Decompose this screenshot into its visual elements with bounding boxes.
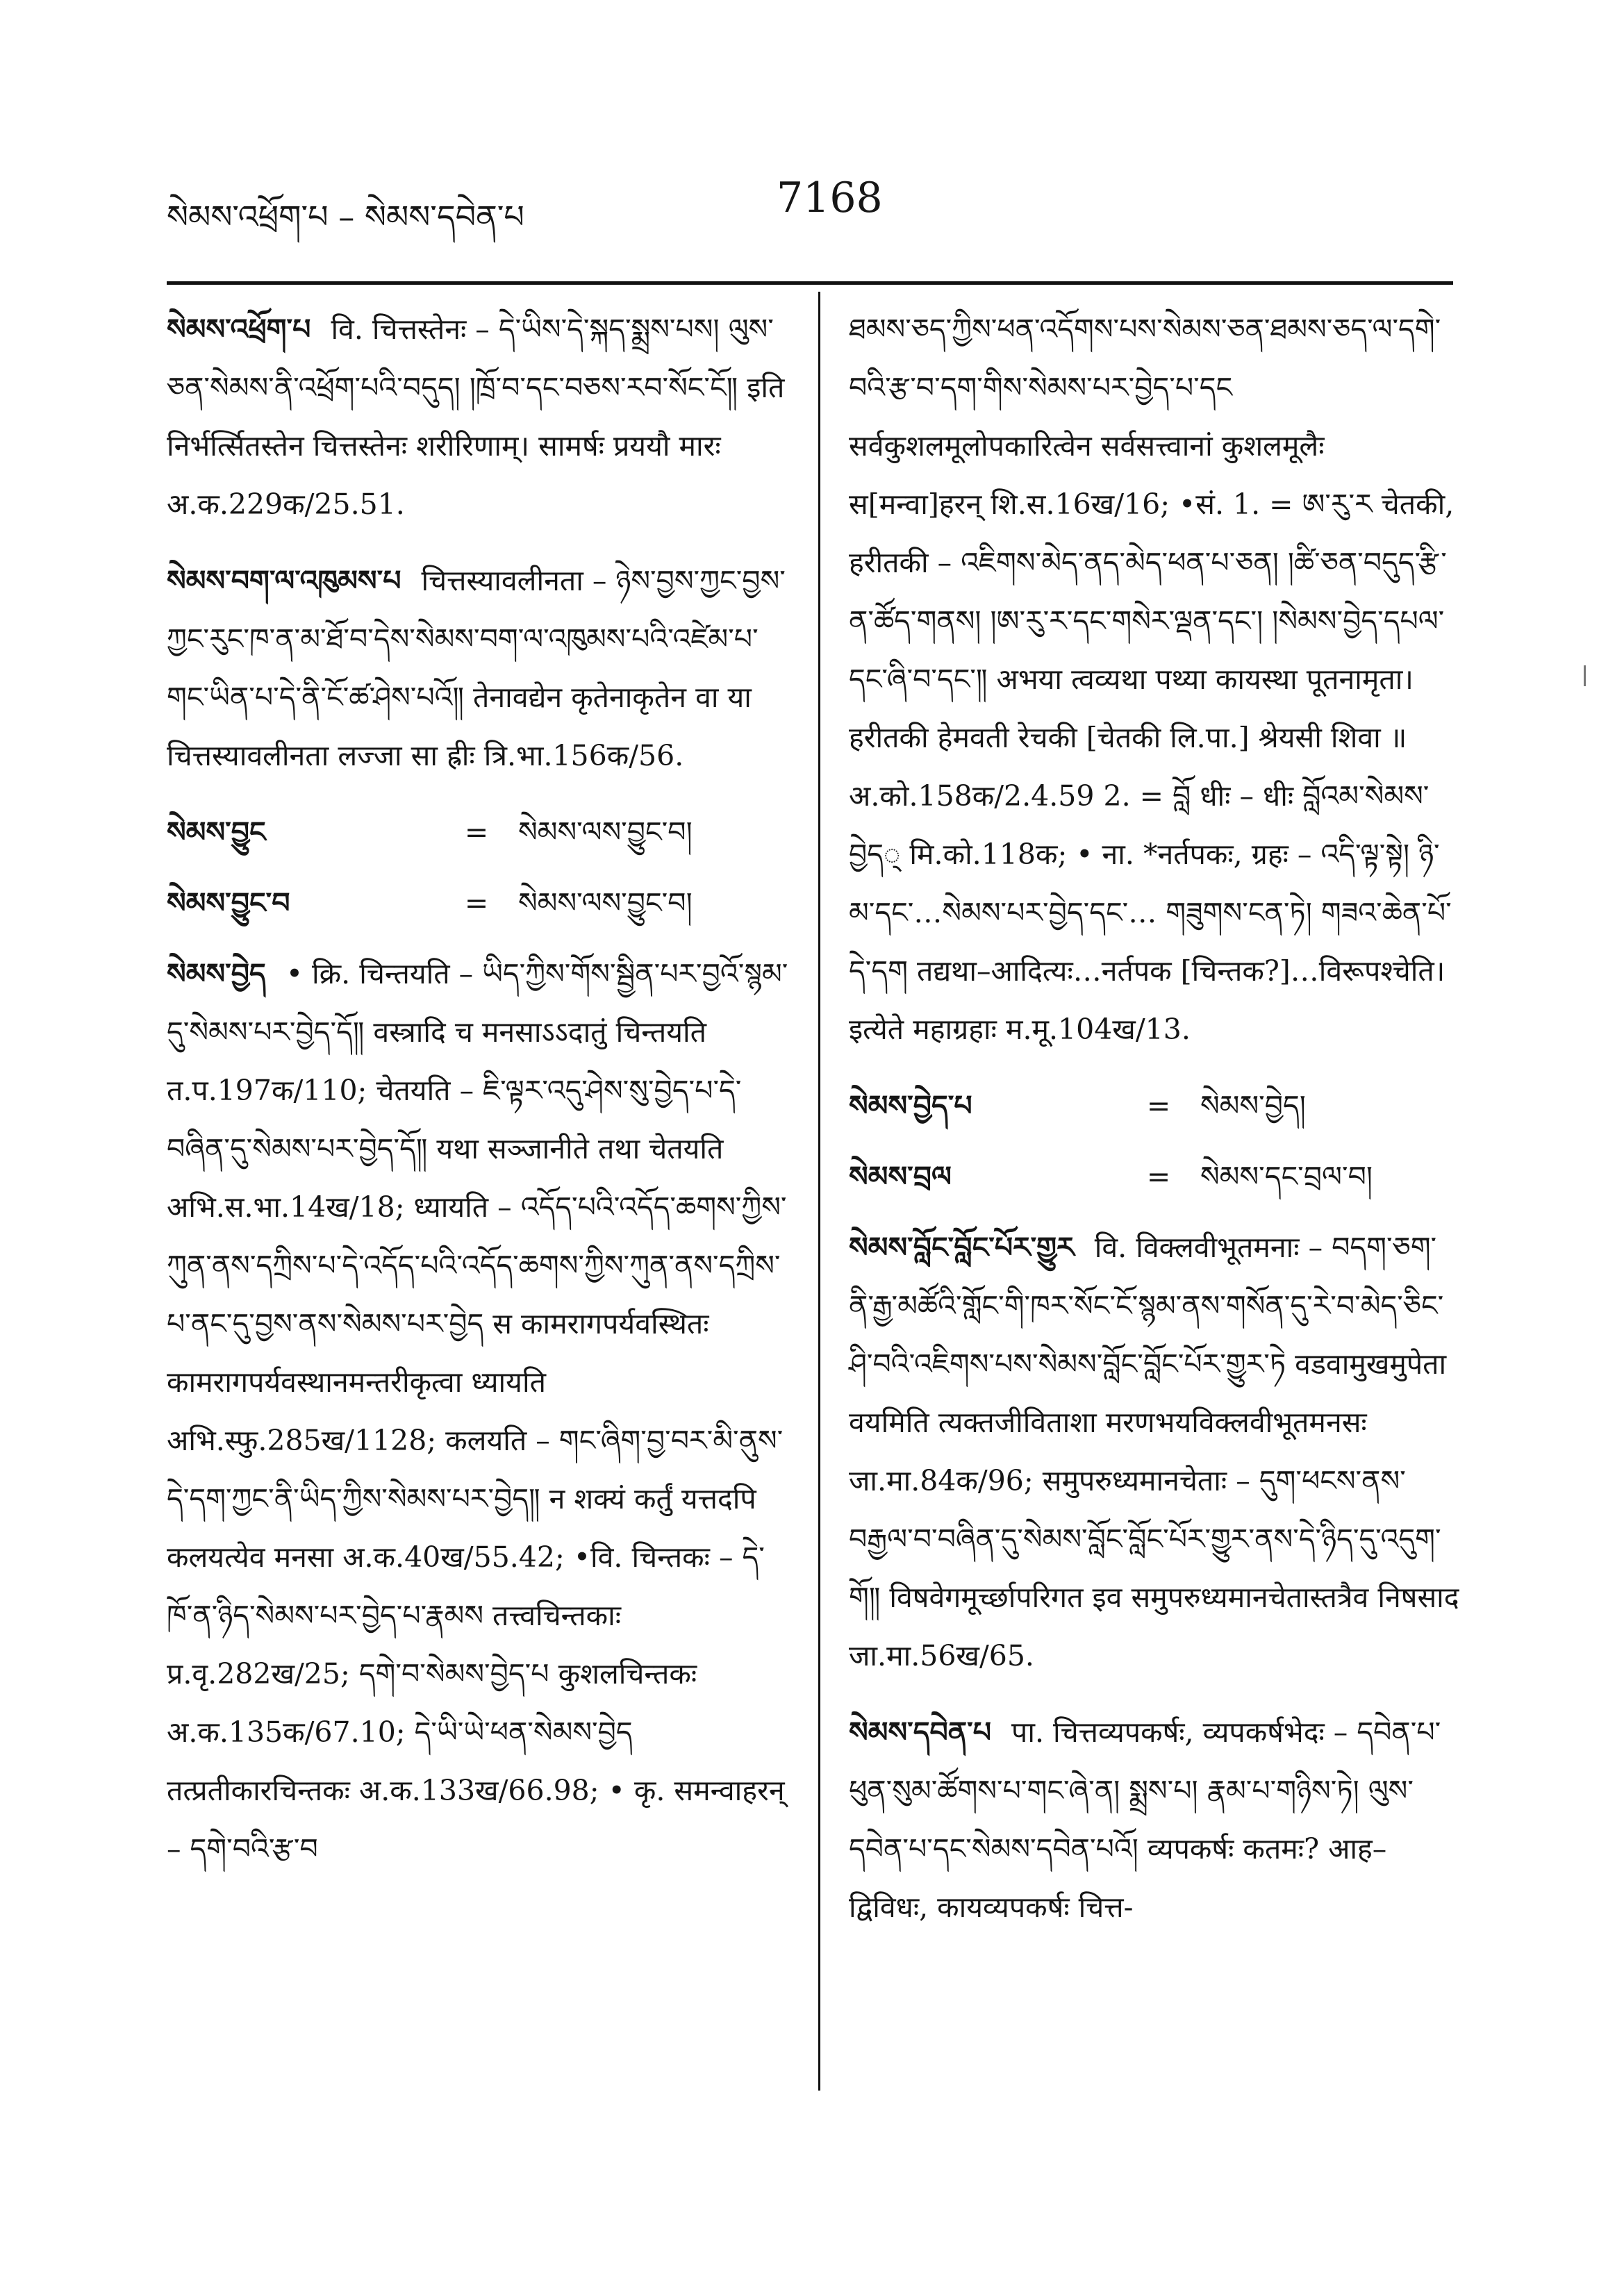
dictionary-entry [849,1218,1460,1685]
cross-reference-entry [167,803,788,861]
entry-body: वि. चित्तस्तेनः – དེ་ཡིས་དེ་སྐད་སྨྲས་པས། ལུས་ཅན་སེམས་ནི་འཕྲོག་པའི་བདུད། །ཁྲོ་བ་དང་བཅས་རབ་སོང་ངོ༎ इति निर्भर्त्सितस्तेन चित्तस्तेनः शरीरिणाम्। सामर्षः प्रययौ मारः अ.क.229क/25.51. [167,313,785,521]
dictionary-entry [167,300,788,533]
header-rule [167,281,1453,285]
left-column [167,300,788,1896]
running-head: སེམས་འཕྲོག་པ – སེམས་དབེན་པ [167,198,524,235]
dictionary-entry-continuation [849,300,1460,1058]
entry-body: ཐམས་ཅད་ཀྱིས་ཕན་འདོགས་པས་སེམས་ཅན་ཐམས་ཅད་ལ་དགེ་བའི་རྩ་བ་དག་གིས་སེམས་པར་བྱེད་པ་དང सर्वकुशलमूलोपकारित्वेन सर्वसत्त्वानां कुशलमूलैः स[मन्वा]हरन् शि.स.16ख/16; •सं. 1. = ཨ་རུ་ར चेतकी, हरीतकी – འཇིགས་མེད་ནད་མེད་ཕན་པ་ཅན། །ཚི་ཅན་བདུད་རྩི་ན་ཚོད་གནས། །ཨ་རུ་ར་དང་གསེར་ལྡན་དང་། །སེམས་བྱེད་དཔལ་དང་ཞི་བ་དང་༎ अभया त्वव्यथा पथ्या कायस्था पूतनामृता। हरीतकी हेमवती रेचकी [चेतकी लि.पा.] श्रेयसी शिवा ॥ अ.को.158क/2.4.59 2. = བློ धीः – धीः བློའམ་སེམས་བྱེད् मि.को.118क; • ना. *नर्तपकः, ग्रहः – འདི་ལྟ་སྟེ། ཉི་མ་དང་…སེམས་པར་བྱེད་དང་… གཟུགས་ངན་ཏེ། གཟའ་ཆེན་པོ་དེ་དག तद्यथा–आदित्यः…नर्तपक [चिन्तक?]…विरूपश्चेति। इत्येते महाग्रहाः म.मू.104ख/13. [849,313,1455,1046]
headword: སེམས་དབེན་པ [849,1716,991,1749]
cross-reference-target: སེམས་དང་བྲལ་བ། [1200,1160,1373,1193]
equals-sign: = [1146,1089,1171,1122]
right-column [849,300,1460,1954]
entry-body: वि. विक्लवीभूतमनाः – བདག་ཅག་ནི་རྒྱ་མཚོའི་གློང་གི་ཁར་སོང་ངོ་སྙམ་ནས་གསོན་དུ་རེ་བ་མེད་ཅིང་ཤི་བའི་འཇིགས་པས་སེམས་བློང་བློང་པོར་གྱུར་ཏེ वडवामुखमुपेता वयमिति त्यक्तजीविताशा मरणभयविक्लवीभूतमनसः जा.मा.84क/96; समुपरुध्यमानचेताः – དུག་ཕངས་ནས་བརྒྱལ་བ་བཞིན་དུ་སེམས་བློང་བློང་པོར་གྱུར་ནས་དེ་ཉིད་དུ་འདུག་གོ༎ विषवेगमूर्च्छापरिगत इव समुपरुध्यमानचेतास्तत्रैव निषसाद जा.मा.56ख/65. [849,1231,1459,1672]
headword: སེམས་འཕྲོག་པ [167,313,311,346]
headword: སེམས་བློང་བློང་པོར་གྱུར [849,1231,1075,1264]
cross-reference-target: སེམས་བྱེད། [1200,1089,1306,1122]
entry-body: • क्रि. चिन्तयति – ཡིད་ཀྱིས་གོས་སྦྱིན་པར་བྱའོ་སྙམ་དུ་སེམས་པར་བྱེད་དོ༎ वस्त्रादि च मनसाऽऽदातुं चिन्तयति त.प.197क/110; चेतयति – ཇི་ལྟར་འདུ་ཤེས་སུ་བྱེད་པ་དེ་བཞིན་དུ་སེམས་པར་བྱེད་དོ༎ यथा सञ्जानीते तथा चेतयति अभि.स.भा.14ख/18; ध्यायति – འདོད་པའི་འདོད་ཆགས་ཀྱིས་ཀུན་ནས་དཀྲིས་པ་དེ་འདོད་པའི་འདོད་ཆགས་ཀྱིས་ཀུན་ནས་དཀྲིས་པ་ནང་དུ་བྱས་ནས་སེམས་པར་བྱེད स कामरागपर्यवस्थितः कामरागपर्यवस्थानमन्तरीकृत्वा ध्यायति अभि.स्फु.285ख/1128; कलयति – གང་ཞིག་བྱ་བར་མི་ནུས་དེ་དག་ཀྱང་ནི་ཡིད་ཀྱིས་སེམས་པར་བྱེད༎ न शक्यं कर्तुं यत्तदपि कलयत्येव मनसा अ.क.40ख/55.42; •वि. चिन्तकः – དེ་ཁོ་ན་ཉིད་སེམས་པར་བྱེད་པ་རྣམས तत्त्वचिन्तकाः प्र.वृ.282ख/25; དགེ་བ་སེམས་བྱེད་པ कुशलचिन्तकः अ.क.135क/67.10; དེ་ཡི་ཡེ་ཕན་སེམས་བྱེད तत्प्रतीकारचिन्तकः अ.क.133ख/66.98; • कृ. समन्वाहरन् – དགེ་བའི་རྩ་བ [167,957,788,1866]
entry-body: पा. चित्तव्यपकर्षः, व्यपकर्षभेदः – དབེན་པ་ཕུན་སུམ་ཚོགས་པ་གང་ཞེ་ན། སྨྲས་པ། རྣམ་པ་གཉིས་ཏེ། ལུས་དབེན་པ་དང་སེམས་དབེན་པའོ། व्यपकर्षः कतमः? आह–द्विविधः, कायव्यपकर्षः चित्त- [849,1716,1441,1924]
page-number: 7168 [777,174,883,222]
headword: སེམས་བྲལ [849,1160,952,1193]
margin-mark [1584,665,1586,686]
cross-reference-entry [167,874,788,932]
dictionary-entry [167,945,788,1878]
dictionary-entry [167,551,788,785]
dictionary-entry [849,1703,1460,1936]
cross-reference-target: སེམས་ལས་བྱུང་བ། [518,815,693,849]
headword: སེམས་བྱེད [167,957,266,990]
equals-sign: = [1146,1160,1171,1193]
cross-reference-entry [849,1077,1460,1135]
headword: སེམས་བྱུང [167,815,266,849]
column-divider [818,292,820,2091]
headword: སེམས་བྱེད་པ [849,1089,972,1122]
equals-sign: = [464,815,489,849]
cross-reference-entry [849,1147,1460,1206]
equals-sign: = [464,886,489,920]
headword: སེམས་བྱུང་བ [167,886,290,920]
entry-body: चित्तस्यावलीनता – ཉེས་བྱས་ཀྱང་བྱས་ཀྱང་རུང་ཁ་ན་མ་ཐོ་བ་དེས་སེམས་བག་ལ་འཁུམས་པའི་འཛེམ་པ་གང་ཡིན་པ་དེ་ནི་ངོ་ཚ་ཤེས་པའོ༎ तेनावद्येन कृतेनाकृतेन वा या चित्तस्यावलीनता लज्जा सा ह्रीः त्रि.भा.156क/56. [167,564,786,772]
cross-reference-target: སེམས་ལས་བྱུང་བ། [518,886,693,920]
headword: སེམས་བག་ལ་འཁུམས་པ [167,564,401,597]
